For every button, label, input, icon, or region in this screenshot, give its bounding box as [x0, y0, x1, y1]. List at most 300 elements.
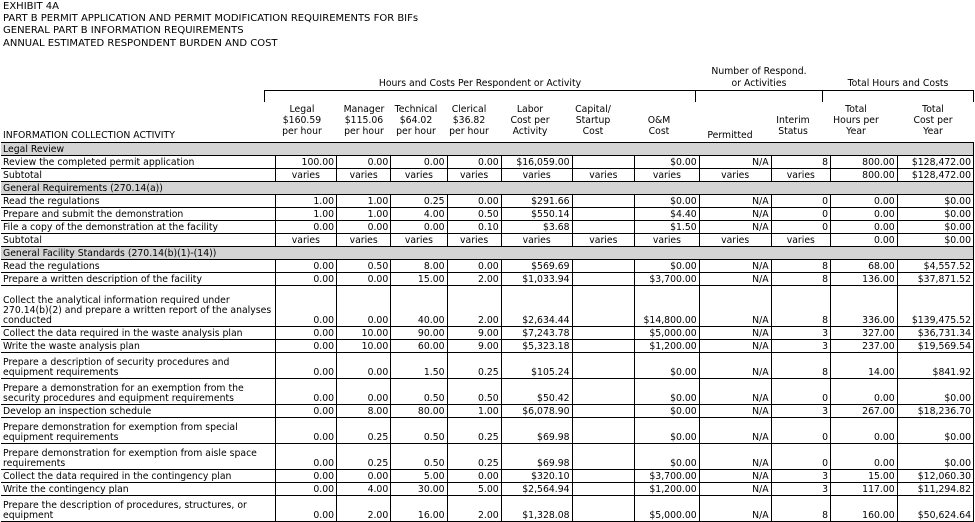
manager-cell: 0.00	[337, 470, 391, 483]
total-hours-cell: 68.00	[831, 260, 898, 273]
exhibit-title: EXHIBIT 4A	[3, 1, 59, 12]
om-cost-cell: $14,800.00	[635, 286, 700, 327]
table-row	[1, 353, 974, 379]
activity-cell: Develop an inspection schedule	[1, 405, 275, 418]
om-cost-cell: $1,200.00	[635, 340, 700, 353]
labor-cost-cell: $69.98	[501, 444, 572, 470]
clerical-cell: 5.00	[447, 483, 501, 496]
om-header	[628, 115, 690, 137]
permitted-cell: N/A	[699, 483, 771, 496]
total-hours-cell: 0.00	[831, 195, 898, 208]
permitted-cell: N/A	[699, 221, 771, 234]
technical-cell: 60.00	[391, 340, 447, 353]
capital-cost-cell	[572, 221, 635, 234]
total-cost-cell: $0.00	[897, 221, 973, 234]
labor-cost-cell: $1,328.08	[501, 496, 572, 522]
clerical-cell: 0.00	[447, 260, 501, 273]
table-row	[1, 156, 974, 169]
totals-group-header: Total Hours and Costs	[847, 78, 949, 89]
activity-cell: Subtotal	[1, 234, 275, 247]
interim-cell: 3	[771, 470, 830, 483]
clerical-cell: 0.00	[447, 156, 501, 169]
om-cost-cell: $0.00	[635, 353, 700, 379]
technical-cell: 0.00	[391, 221, 447, 234]
permitted-cell: N/A	[699, 208, 771, 221]
total-hours-cell: 136.00	[831, 273, 898, 286]
legal-header-line: $160.59	[282, 115, 322, 126]
exhibit-subtitle-2: GENERAL PART B INFORMATION REQUIREMENTS	[3, 25, 244, 36]
permitted-cell: N/A	[699, 286, 771, 327]
manager-cell: 0.00	[337, 379, 391, 405]
interim-cell: 3	[771, 405, 830, 418]
total-cost-cell: $12,060.30	[897, 470, 973, 483]
technical-cell: 4.00	[391, 208, 447, 221]
capital-header-line: Cost	[582, 126, 604, 137]
capital-header-line: Capital/	[575, 104, 611, 115]
permitted-cell: N/A	[699, 260, 771, 273]
total-cost-header-line: Year	[923, 126, 943, 137]
hours-costs-group-header: Hours and Costs Per Respondent or Activity	[378, 78, 582, 89]
labor-cost-cell: $105.24	[501, 353, 572, 379]
technical-cell: 40.00	[391, 286, 447, 327]
total-hours-cell: 0.00	[831, 379, 898, 405]
clerical-header-line: $36.82	[452, 115, 486, 126]
labor-cost-cell: $6,078.90	[501, 405, 572, 418]
permitted-header: Permitted	[707, 130, 753, 141]
permitted-cell: N/A	[699, 273, 771, 286]
technical-header-line: $64.02	[399, 115, 433, 126]
interim-cell: 8	[771, 286, 830, 327]
labor-header	[500, 104, 560, 137]
labor-cost-cell: $69.98	[501, 418, 572, 444]
labor-cost-cell: $2,564.94	[501, 483, 572, 496]
permitted-cell: N/A	[699, 444, 771, 470]
om-cost-cell: $0.00	[635, 195, 700, 208]
capital-cost-cell	[572, 483, 635, 496]
total-hours-cell: 117.00	[831, 483, 898, 496]
labor-cost-cell: $3.68	[501, 221, 572, 234]
total-hours-cell: 237.00	[831, 340, 898, 353]
activity-cell: Prepare a description of security procedures and equipment requirements	[1, 353, 275, 379]
labor-header-line: Labor	[516, 104, 544, 115]
technical-cell: 80.00	[391, 405, 447, 418]
total-hours-cell: 0.00	[831, 208, 898, 221]
clerical-cell: 0.25	[447, 353, 501, 379]
burden-table	[1, 142, 974, 522]
permitted-cell: N/A	[699, 405, 771, 418]
group-divider	[695, 90, 696, 102]
capital-cost-cell	[572, 327, 635, 340]
manager-cell: 0.25	[337, 444, 391, 470]
technical-cell: varies	[391, 169, 447, 182]
om-cost-cell: $3,700.00	[635, 470, 700, 483]
technical-cell: 30.00	[391, 483, 447, 496]
om-cost-cell: $1,200.00	[635, 483, 700, 496]
total-cost-cell: $0.00	[897, 418, 973, 444]
labor-cost-cell: varies	[501, 234, 572, 247]
legal-cell: 100.00	[275, 156, 336, 169]
legal-cell: 0.00	[275, 444, 336, 470]
interim-header	[764, 115, 822, 137]
labor-cost-cell: $320.10	[501, 470, 572, 483]
total-cost-header-line: Total	[922, 104, 944, 115]
total-hours-header-line: Total	[845, 104, 867, 115]
interim-cell: 8	[771, 156, 830, 169]
interim-cell: 8	[771, 260, 830, 273]
legal-cell: 0.00	[275, 273, 336, 286]
labor-cost-cell: $569.69	[501, 260, 572, 273]
total-hours-cell: 267.00	[831, 405, 898, 418]
burden-table-body	[1, 143, 974, 522]
activity-cell: Prepare a written description of the facility	[1, 273, 275, 286]
total-cost-cell: $50,624.64	[897, 496, 973, 522]
clerical-cell: 9.00	[447, 340, 501, 353]
table-row	[1, 340, 974, 353]
clerical-cell: 0.00	[447, 470, 501, 483]
clerical-cell: 0.25	[447, 418, 501, 444]
labor-cost-cell: $291.66	[501, 195, 572, 208]
technical-cell: varies	[391, 234, 447, 247]
manager-cell: 10.00	[337, 340, 391, 353]
activity-cell: Collect the analytical information required under 270.14(b)(2) and prepare a written report of the analyses conducted	[1, 286, 275, 327]
manager-cell: 0.00	[337, 286, 391, 327]
interim-cell: 0	[771, 208, 830, 221]
activity-cell: Collect the data required in the waste analysis plan	[1, 327, 275, 340]
legal-cell: 0.00	[275, 260, 336, 273]
activity-cell: Prepare demonstration for exemption from special equipment requirements	[1, 418, 275, 444]
activity-cell: Review the completed permit application	[1, 156, 275, 169]
om-cost-cell: $4.40	[635, 208, 700, 221]
clerical-cell: 0.00	[447, 195, 501, 208]
technical-cell: 16.00	[391, 496, 447, 522]
permitted-cell: N/A	[699, 353, 771, 379]
labor-header-line: Cost per	[510, 115, 550, 126]
total-cost-cell: $0.00	[897, 444, 973, 470]
permitted-cell: N/A	[699, 340, 771, 353]
om-cost-cell: $1.50	[635, 221, 700, 234]
clerical-cell: 1.00	[447, 405, 501, 418]
activity-cell: Prepare and submit the demonstration	[1, 208, 275, 221]
manager-cell: 0.00	[337, 156, 391, 169]
respondents-group-header-2: or Activities	[731, 78, 787, 89]
exhibit-subtitle-3: ANNUAL ESTIMATED RESPONDENT BURDEN AND COST	[3, 38, 278, 49]
labor-cost-cell: $5,323.18	[501, 340, 572, 353]
clerical-cell: 2.00	[447, 286, 501, 327]
activity-cell: Collect the data required in the contingency plan	[1, 470, 275, 483]
technical-cell: 90.00	[391, 327, 447, 340]
interim-cell: varies	[771, 169, 830, 182]
interim-cell: 0	[771, 379, 830, 405]
legal-cell: 0.00	[275, 483, 336, 496]
clerical-cell: 9.00	[447, 327, 501, 340]
group-divider	[822, 90, 823, 102]
legal-cell: varies	[275, 234, 336, 247]
total-hours-cell: 327.00	[831, 327, 898, 340]
capital-cost-cell	[572, 405, 635, 418]
total-cost-cell: $11,294.82	[897, 483, 973, 496]
total-cost-cell: $0.00	[897, 379, 973, 405]
technical-cell: 15.00	[391, 273, 447, 286]
labor-cost-cell: $550.14	[501, 208, 572, 221]
clerical-cell: 2.00	[447, 496, 501, 522]
labor-cost-cell: varies	[501, 169, 572, 182]
manager-cell: 10.00	[337, 327, 391, 340]
total-cost-header	[898, 104, 968, 137]
interim-cell: 0	[771, 195, 830, 208]
interim-cell: 3	[771, 483, 830, 496]
section-label: General Facility Standards (270.14(b)(1)-(14))	[1, 247, 974, 260]
activity-column-header: INFORMATION COLLECTION ACTIVITY	[3, 130, 175, 141]
capital-cost-cell	[572, 340, 635, 353]
clerical-cell: 2.00	[447, 273, 501, 286]
capital-cost-cell: varies	[572, 169, 635, 182]
permitted-cell: varies	[699, 234, 771, 247]
om-header-line: O&M	[647, 115, 671, 126]
total-hours-cell: 0.00	[831, 444, 898, 470]
capital-cost-cell	[572, 208, 635, 221]
legal-cell: 0.00	[275, 327, 336, 340]
total-cost-cell: $128,472.00	[897, 169, 973, 182]
permitted-cell: N/A	[699, 379, 771, 405]
om-cost-cell: $0.00	[635, 156, 700, 169]
labor-cost-cell: $50.42	[501, 379, 572, 405]
section-label: Legal Review	[1, 143, 974, 156]
technical-cell: 0.50	[391, 444, 447, 470]
interim-cell: 8	[771, 353, 830, 379]
interim-header-line: Status	[778, 126, 808, 137]
clerical-cell: varies	[447, 234, 501, 247]
section-header-row	[1, 247, 974, 260]
interim-header-line: Interim	[776, 115, 810, 126]
clerical-cell: 0.10	[447, 221, 501, 234]
legal-cell: 0.00	[275, 221, 336, 234]
legal-header	[274, 104, 330, 137]
capital-cost-cell	[572, 286, 635, 327]
activity-cell: File a copy of the demonstration at the facility	[1, 221, 275, 234]
subtotal-row	[1, 169, 974, 182]
om-cost-cell: $0.00	[635, 260, 700, 273]
total-cost-header-line: Cost per	[913, 115, 953, 126]
om-cost-cell: varies	[635, 169, 700, 182]
interim-cell: 3	[771, 327, 830, 340]
total-hours-header-line: Year	[846, 126, 866, 137]
total-cost-cell: $0.00	[897, 208, 973, 221]
manager-cell: varies	[337, 169, 391, 182]
interim-cell: 8	[771, 496, 830, 522]
technical-cell: 0.25	[391, 195, 447, 208]
technical-header-line: per hour	[396, 126, 436, 137]
section-header-row	[1, 182, 974, 195]
om-cost-cell: $0.00	[635, 418, 700, 444]
activity-cell: Prepare the description of procedures, structures, or equipment	[1, 496, 275, 522]
total-hours-cell: 160.00	[831, 496, 898, 522]
labor-cost-cell: $1,033.94	[501, 273, 572, 286]
total-cost-cell: $139,475.52	[897, 286, 973, 327]
subtotal-row	[1, 234, 974, 247]
permitted-cell: N/A	[699, 418, 771, 444]
respondents-group-header: Number of Respond.	[711, 66, 807, 77]
total-hours-cell: 15.00	[831, 470, 898, 483]
capital-cost-cell: varies	[572, 234, 635, 247]
activity-cell: Read the regulations	[1, 195, 275, 208]
om-header-line: Cost	[648, 126, 670, 137]
total-hours-header-line: Hours per	[833, 115, 879, 126]
labor-cost-cell: $16,059.00	[501, 156, 572, 169]
total-cost-cell: $19,569.54	[897, 340, 973, 353]
table-row	[1, 405, 974, 418]
total-cost-cell: $0.00	[897, 195, 973, 208]
total-cost-cell: $128,472.00	[897, 156, 973, 169]
total-hours-cell: 0.00	[831, 221, 898, 234]
permitted-cell: N/A	[699, 327, 771, 340]
legal-cell: 0.00	[275, 353, 336, 379]
table-row	[1, 273, 974, 286]
labor-cost-cell: $7,243.78	[501, 327, 572, 340]
manager-header-line: $115.06	[344, 115, 384, 126]
manager-cell: 1.00	[337, 195, 391, 208]
legal-header-line: Legal	[289, 104, 315, 115]
capital-cost-cell	[572, 156, 635, 169]
interim-cell: 0	[771, 221, 830, 234]
technical-cell: 0.50	[391, 379, 447, 405]
manager-cell: 8.00	[337, 405, 391, 418]
total-hours-cell: 800.00	[831, 169, 898, 182]
total-cost-cell: $18,236.70	[897, 405, 973, 418]
manager-cell: 0.00	[337, 221, 391, 234]
activity-cell: Prepare a demonstration for an exemption from the security procedures and equipment requirements	[1, 379, 275, 405]
interim-cell: varies	[771, 234, 830, 247]
legal-cell: varies	[275, 169, 336, 182]
manager-cell: 0.50	[337, 260, 391, 273]
clerical-cell: 0.50	[447, 208, 501, 221]
legal-cell: 0.00	[275, 418, 336, 444]
labor-header-line: Activity	[512, 126, 548, 137]
clerical-header-line: Clerical	[451, 104, 487, 115]
capital-cost-cell	[572, 195, 635, 208]
table-row	[1, 418, 974, 444]
capital-cost-cell	[572, 496, 635, 522]
manager-header-line: per hour	[344, 126, 384, 137]
activity-cell: Write the waste analysis plan	[1, 340, 275, 353]
om-cost-cell: $5,000.00	[635, 496, 700, 522]
capital-cost-cell	[572, 444, 635, 470]
legal-cell: 1.00	[275, 208, 336, 221]
table-row	[1, 327, 974, 340]
om-cost-cell: varies	[635, 234, 700, 247]
capital-cost-cell	[572, 418, 635, 444]
manager-cell: 4.00	[337, 483, 391, 496]
manager-header	[336, 104, 392, 137]
total-cost-cell: $37,871.52	[897, 273, 973, 286]
table-row	[1, 444, 974, 470]
total-cost-cell: $841.92	[897, 353, 973, 379]
om-cost-cell: $3,700.00	[635, 273, 700, 286]
capital-cost-cell	[572, 260, 635, 273]
group-divider	[264, 90, 265, 102]
table-row	[1, 379, 974, 405]
total-hours-cell: 336.00	[831, 286, 898, 327]
table-row	[1, 286, 974, 327]
total-hours-cell: 14.00	[831, 353, 898, 379]
interim-cell: 0	[771, 418, 830, 444]
legal-cell: 0.00	[275, 405, 336, 418]
table-row	[1, 260, 974, 273]
permitted-cell: varies	[699, 169, 771, 182]
technical-cell: 0.50	[391, 418, 447, 444]
table-row	[1, 208, 974, 221]
exhibit-subtitle-1: PART B PERMIT APPLICATION AND PERMIT MODIFICATION REQUIREMENTS FOR BIFs	[3, 13, 419, 24]
total-cost-cell: $4,557.52	[897, 260, 973, 273]
om-cost-cell: $5,000.00	[635, 327, 700, 340]
manager-header-line: Manager	[343, 104, 385, 115]
activity-cell: Write the contingency plan	[1, 483, 275, 496]
capital-header-line: Startup	[575, 115, 611, 126]
capital-cost-cell	[572, 470, 635, 483]
interim-cell: 0	[771, 444, 830, 470]
legal-cell: 0.00	[275, 286, 336, 327]
capital-cost-cell	[572, 273, 635, 286]
manager-cell: varies	[337, 234, 391, 247]
om-cost-cell: $0.00	[635, 379, 700, 405]
table-row	[1, 496, 974, 522]
capital-cost-cell	[572, 353, 635, 379]
table-row	[1, 221, 974, 234]
activity-cell: Read the regulations	[1, 260, 275, 273]
activity-cell: Subtotal	[1, 169, 275, 182]
technical-header-line: Technical	[394, 104, 438, 115]
legal-cell: 0.00	[275, 340, 336, 353]
group-divider	[973, 90, 974, 102]
legal-cell: 0.00	[275, 470, 336, 483]
section-label: General Requirements (270.14(a))	[1, 182, 974, 195]
interim-cell: 8	[771, 273, 830, 286]
manager-cell: 1.00	[337, 208, 391, 221]
manager-cell: 0.25	[337, 418, 391, 444]
manager-cell: 0.00	[337, 353, 391, 379]
permitted-cell: N/A	[699, 195, 771, 208]
total-hours-cell: 0.00	[831, 418, 898, 444]
permitted-cell: N/A	[699, 470, 771, 483]
clerical-cell: varies	[447, 169, 501, 182]
legal-cell: 0.00	[275, 496, 336, 522]
permitted-cell: N/A	[699, 496, 771, 522]
technical-cell: 5.00	[391, 470, 447, 483]
technical-cell: 1.50	[391, 353, 447, 379]
clerical-cell: 0.25	[447, 444, 501, 470]
technical-header	[390, 104, 442, 137]
table-row	[1, 470, 974, 483]
table-row	[1, 483, 974, 496]
technical-cell: 0.00	[391, 156, 447, 169]
total-hours-header	[826, 104, 886, 137]
clerical-header	[443, 104, 495, 137]
total-cost-cell: $36,731.34	[897, 327, 973, 340]
legal-cell: 1.00	[275, 195, 336, 208]
total-hours-cell: 800.00	[831, 156, 898, 169]
capital-header	[564, 104, 622, 137]
technical-cell: 8.00	[391, 260, 447, 273]
om-cost-cell: $0.00	[635, 405, 700, 418]
table-row	[1, 195, 974, 208]
legal-header-line: per hour	[282, 126, 322, 137]
interim-cell: 3	[771, 340, 830, 353]
permitted-cell: N/A	[699, 156, 771, 169]
labor-cost-cell: $2,634.44	[501, 286, 572, 327]
legal-cell: 0.00	[275, 379, 336, 405]
total-hours-cell: 0.00	[831, 234, 898, 247]
section-header-row	[1, 143, 974, 156]
group-underline	[264, 90, 974, 91]
